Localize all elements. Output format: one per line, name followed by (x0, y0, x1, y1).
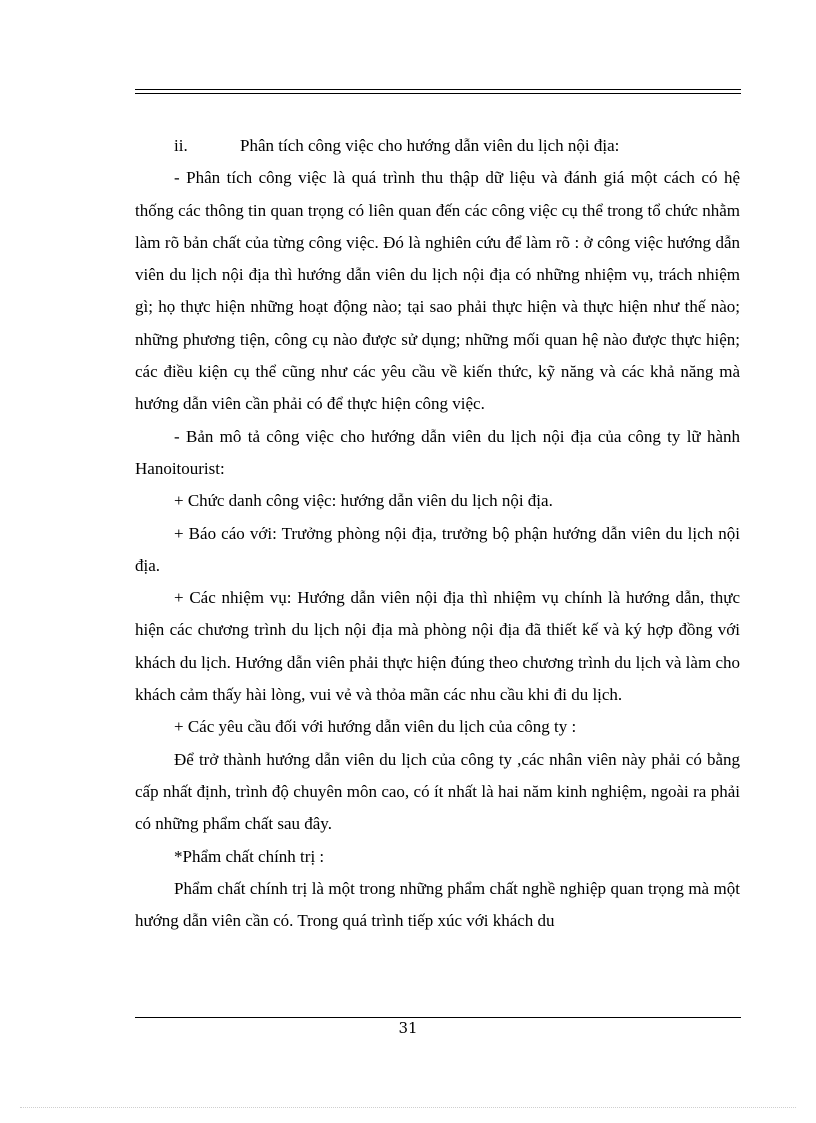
paragraph: + Các nhiệm vụ: Hướng dẫn viên nội địa thì nhiệm vụ chính là hướng dẫn, thực hiện các chương trình du lịch nội địa mà phòng nội địa đã thiết kế và ký hợp đồng với khách du lịch. Hướng dẫn viên phải thực hiện đúng theo chương trình du lịch và làm cho khách cảm thấy hài lòng, vui vẻ và thỏa mãn các nhu cầu khi đi du lịch. (135, 588, 740, 705)
paragraph: + Các yêu cầu đối với hướng dẫn viên du lịch của công ty : (174, 717, 577, 737)
section-heading (135, 130, 740, 162)
section-title: Phân tích công việc cho hướng dẫn viên du lịch nội địa: (240, 136, 620, 155)
paragraph: + Báo cáo với: Trưởng phòng nội địa, trưởng bộ phận hướng dẫn viên du lịch nội địa. (135, 523, 740, 575)
header-rule-thin (135, 93, 741, 94)
paragraph: *Phẩm chất chính trị : (174, 846, 325, 866)
paragraph: Để trở thành hướng dẫn viên du lịch của công ty ,các nhân viên này phải có bằng cấp nhất định, trình độ chuyên môn cao, có ít nhất là hai năm kinh nghiệm, ngoài ra phải có những phẩm chất sau đây. (135, 749, 740, 834)
document-body (135, 130, 740, 937)
section-number: ii. (174, 136, 188, 155)
header-rule (135, 89, 741, 90)
paragraph: + Chức danh công việc: hướng dẫn viên du lịch nội địa. (174, 491, 553, 511)
footer-rule (135, 1017, 741, 1018)
paragraph: - Bản mô tả công việc cho hướng dẫn viên du lịch nội địa của công ty lữ hành Hanoitourist: (135, 426, 740, 478)
paragraph: Phẩm chất chính trị là một trong những phẩm chất nghề nghiệp quan trọng mà một hướng dẫn viên cần có. Trong quá trình tiếp xúc với khách du (135, 878, 740, 931)
page-number: 31 (398, 1019, 418, 1037)
paragraph: - Phân tích công việc là quá trình thu thập dữ liệu và đánh giá một cách có hệ thống các thông tin quan trọng có liên quan đến các công việc cụ thể trong tổ chức nhằm làm rõ bản chất của từng công việc. Đó là nghiên cứu để làm rõ : ở công việc hướng dẫn viên du lịch nội địa thì hướng dẫn viên du lịch nội địa có những nhiệm vụ, trách nhiệm gì; họ thực hiện những hoạt động nào; tại sao phải thực hiện và thực hiện như thế nào; những phương tiện, công cụ nào được sử dụng; những mối quan hệ nào được thực hiện; các điều kiện cụ thể cũng như các yêu cầu về kiến thức, kỹ năng và các khả năng mà hướng dẫn viên cần phải có để thực hiện công việc. (135, 168, 740, 414)
page-edge-dots (20, 1107, 796, 1108)
